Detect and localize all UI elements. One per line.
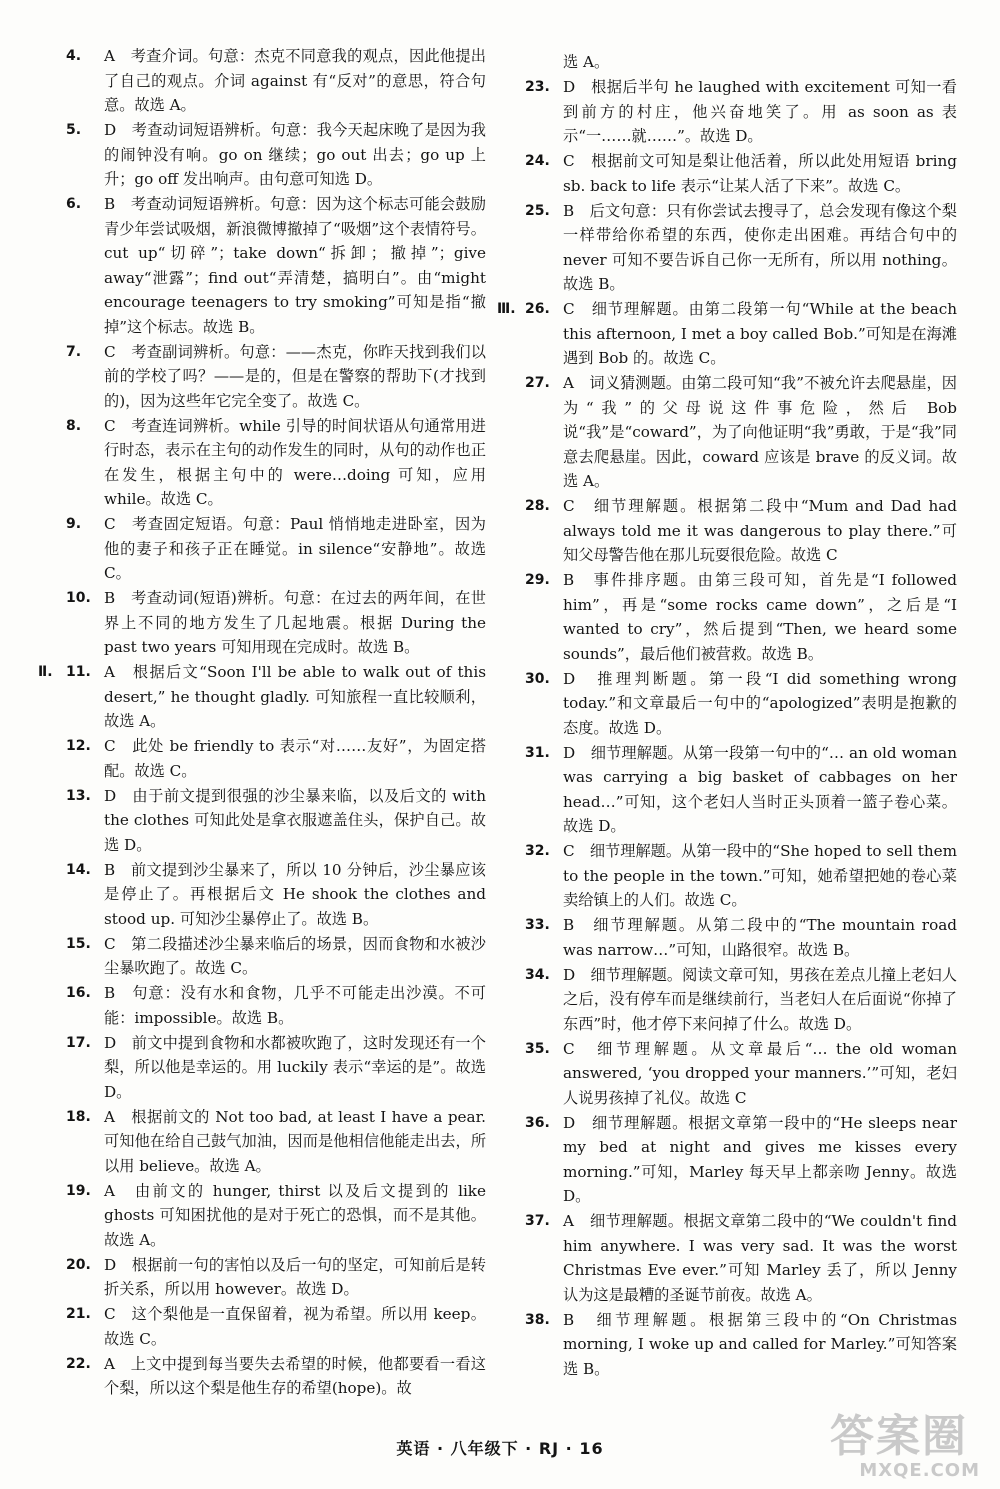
answer-explanation: C 细节理解题。从文章最后“… the old woman answered, ‘you dropped your manners.’”可知，老妇人说男孩掉了礼仪。故选 C: [563, 1039, 957, 1107]
answer-explanation: D 前文中提到食物和水都被吹跑了，这时发现还有一个梨，所以他是幸运的。用 luckily 表示“幸运的是”。故选 D。: [104, 1033, 486, 1101]
question-number: 7.: [66, 343, 82, 360]
answer-explanation: D 根据前一句的害怕以及后一句的坚定，可知前后是转折关系，所以用 however。故选 D。: [104, 1255, 486, 1298]
answer-item: [525, 963, 957, 1037]
answer-explanation: B 细节理解题。根据第三段中的“On Christmas morning, I woke up and called for Marley.”可知答案选 B。: [563, 1310, 957, 1378]
question-number: 14.: [66, 861, 91, 878]
question-number: 32.: [525, 843, 550, 859]
answer-item: [525, 371, 957, 494]
question-number: 38.: [525, 1311, 550, 1328]
answer-explanation: B 后文句意：只有你尝试去搜寻了，总会发现有像这个梨一样带给你希望的东西，使你走出困难。再结合句中的 never 可知不要告诉自己你一无所有，所以用 nothing。故选 B。: [563, 201, 957, 293]
question-number: 22.: [66, 1355, 91, 1372]
question-number: 35.: [525, 1040, 550, 1057]
answer-item: [66, 734, 486, 783]
answer-explanation: A 由前文的 hunger, thirst 以及后文提到的 like ghosts 可知困扰他的是对于死亡的恐惧，而不是其他。故选 A。: [104, 1181, 486, 1249]
answer-item: [525, 494, 957, 568]
answer-explanation: D 根据后半句 he laughed with excitement 可知一看到前方的村庄，他兴奋地笑了。用 as soon as 表示“一……就……”。故选 D。: [563, 78, 957, 145]
page-footer: 英语 · 八年级下 · RJ · 16: [396, 1439, 604, 1458]
answer-item: [66, 1352, 486, 1401]
question-number: 28.: [525, 498, 550, 514]
answer-item: [525, 50, 957, 75]
answer-column-left: [38, 44, 486, 1401]
answer-explanation: D 由于前文提到很强的沙尘暴来临，以及后文的 with the clothes 可知此处是拿衣服遮盖住头，保护自己。故选 D。: [104, 786, 486, 854]
answer-item: [525, 199, 957, 297]
answer-item: [525, 667, 957, 741]
answer-item: [66, 784, 486, 858]
question-number: 9.: [66, 516, 82, 532]
answer-explanation: A 词义猜测题。由第二段可知“我”不被允许去爬悬崖，因为“我”的父母说这件事危险，然后 Bob 说“我”是“coward”，为了向他证明“我”勇敢，于是“我”同意去爬悬崖。因此，coward 应该是 brave 的反义词。故选 A。: [563, 374, 957, 490]
answer-explanation: 选 A。: [563, 53, 610, 71]
answer-item: [66, 340, 486, 414]
answer-explanation: D 细节理解题。根据文章第一段中的“He sleeps near my bed at night and gives me kisses every morning.”可知，Marley 每天早上都亲吻 Jenny。故选 D。: [563, 1113, 957, 1205]
watermark-url: MXQE.COM: [859, 1460, 980, 1481]
section-marker: Ⅲ.: [497, 301, 516, 317]
question-number: 30.: [525, 670, 550, 687]
question-number: 31.: [525, 744, 550, 761]
question-number: 27.: [525, 375, 550, 391]
answer-column-right: [497, 50, 957, 1382]
answer-item: [525, 1209, 957, 1307]
answer-item: [66, 1253, 486, 1302]
answer-item: [525, 741, 957, 839]
answer-item: [66, 932, 486, 981]
question-number: 16.: [66, 985, 91, 1001]
answer-explanation: C 细节理解题。由第二段第一句“While at the beach this afternoon, I met a boy called Bob.”可知是在海滩遇到 Bob 的。故选 C。: [563, 300, 957, 367]
answer-item: [66, 1105, 486, 1179]
answer-item: [525, 1308, 957, 1382]
answer-explanation: C 细节理解题。根据第二段中“Mum and Dad had always told me it was dangerous to play there.”可知父母警告他在那儿玩耍很危险。故选 C: [563, 497, 957, 564]
answer-explanation: C 这个梨他是一直保留着，视为希望。所以用 keep。故选 C。: [104, 1305, 486, 1348]
answer-explanation: A 根据前文的 Not too bad, at least I have a pear. 可知他在给自己鼓气加油，因而是他相信他能走出去，所以用 believe。故选 A。: [104, 1107, 486, 1175]
question-number: 20.: [66, 1256, 91, 1273]
answer-explanation: A 考查介词。句意：杰克不同意我的观点，因此他提出了自己的观点。介词 against 有“反对”的意思，符合句意。故选 A。: [104, 47, 486, 114]
section-marker: Ⅱ.: [38, 664, 53, 680]
answer-item: [66, 981, 486, 1030]
answer-explanation: B 前文提到沙尘暴来了，所以 10 分钟后，沙尘暴应该是停止了。再根据后文 He shook the clothes and stood up. 可知沙尘暴停止了。故选 B。: [104, 860, 486, 928]
answer-item: [66, 1179, 486, 1253]
answer-explanation: C 根据前文可知是梨让他活着，所以此处用短语 bring sb. back to life 表示“让某人活了下来”。故选 C。: [563, 152, 957, 195]
answer-item: [525, 1037, 957, 1111]
question-number: 15.: [66, 935, 91, 952]
question-number: 37.: [525, 1213, 550, 1229]
question-number: 24.: [525, 153, 550, 169]
answer-item: [66, 586, 486, 660]
question-number: 25.: [525, 202, 550, 219]
question-number: 17.: [66, 1034, 91, 1051]
answer-item: [525, 149, 957, 198]
answer-explanation: A 上文中提到每当要失去希望的时候，他都要看一看这个梨，所以这个梨是他生存的希望(hope)。故: [104, 1354, 486, 1397]
watermark-main: 答案圈: [830, 1411, 968, 1462]
question-number: 10.: [66, 590, 91, 606]
question-number: 19.: [66, 1182, 91, 1199]
question-number: 23.: [525, 79, 550, 95]
answer-explanation: D 细节理解题。阅读文章可知，男孩在差点儿撞上老妇人之后，没有停车而是继续前行，当老妇人在后面说“你掉了东西”时，他才停下来问掉了什么。故选 D。: [563, 965, 957, 1033]
answer-explanation: C 此处 be friendly to 表示“对……友好”，为固定搭配。故选 C。: [104, 737, 486, 780]
answer-explanation: D 推理判断题。第一段“I did something wrong today.”和文章最后一句中的“apologized”表明是抱歉的态度。故选 D。: [563, 669, 957, 737]
answer-item: [66, 858, 486, 932]
question-number: 36.: [525, 1114, 550, 1131]
answer-item: [525, 913, 957, 962]
answer-item: [497, 297, 957, 371]
question-number: 33.: [525, 917, 550, 933]
answer-item: [525, 75, 957, 149]
answer-explanation: B 考查动词(短语)辨析。句意：在过去的两年间，在世界上不同的地方发生了几起地震。根据 During the past two years 可知用现在完成时。故选 B。: [104, 589, 486, 656]
answer-explanation: B 句意：没有水和食物，几乎不可能走出沙漠。不可能：impossible。故选 B。: [104, 984, 486, 1027]
answer-explanation: D 细节理解题。从第一段第一句中的“… an old woman was carrying a big basket of cabbages on her head…”可知，这个老妇人当时正头顶着一篮子卷心菜。故选 D。: [563, 743, 957, 835]
answer-item: [66, 512, 486, 586]
question-number: 34.: [525, 966, 550, 983]
answer-item: [38, 660, 486, 734]
answer-explanation: C 考查连词辨析。while 引导的时间状语从句通常用进行时态，表示在主句的动作发生的同时，从句的动作也正在发生，根据主句中的 were…doing 可知，应用 while。故选 C。: [104, 416, 486, 508]
question-number: 8.: [66, 417, 82, 434]
question-number: 29.: [525, 572, 550, 588]
answer-explanation: C 考查副词辨析。句意：——杰克，你昨天找到我们以前的学校了吗？——是的，但是在警察的帮助下(才找到的)，因为这些年它完全变了。故选 C。: [104, 342, 486, 410]
answer-explanation: A 细节理解题。根据文章第二段中的“We couldn't find him anywhere. I was very sad. It was the worst Christmas Eve ever.”可知 Marley 丢了，所以 Jenny 认为这是最糟的圣诞节前夜。故选 A。: [563, 1212, 957, 1304]
answer-item: [66, 1031, 486, 1105]
answer-item: [66, 118, 486, 192]
answer-item: [525, 568, 957, 666]
answer-item: [525, 839, 957, 913]
answer-explanation: C 考查固定短语。句意：Paul 悄悄地走进卧室，因为他的妻子和孩子正在睡觉。in silence“安静地”。故选 C。: [104, 515, 486, 582]
question-number: 5.: [66, 122, 82, 138]
question-number: 18.: [66, 1108, 91, 1125]
question-number: 4.: [66, 48, 82, 64]
answer-explanation: B 细节理解题。从第二段中的“The mountain road was narrow…”可知，山路很窄。故选 B。: [563, 916, 957, 959]
question-number: 11.: [66, 664, 91, 680]
answer-item: [525, 1111, 957, 1209]
question-number: 13.: [66, 787, 91, 804]
answer-explanation: C 细节理解题。从第一段中的“She hoped to sell them to the people in the town.”可知，她希望把她的卷心菜卖给镇上的人们。故选 C。: [563, 842, 957, 909]
question-number: 21.: [66, 1306, 91, 1322]
question-number: 12.: [66, 738, 91, 754]
answer-item: [66, 414, 486, 512]
answer-item: [66, 1302, 486, 1351]
answer-explanation: B 考查动词短语辨析。句意：因为这个标志可能会鼓励青少年尝试吸烟，新浪微博撤掉了“吸烟”这个表情符号。cut up“切碎”；take down“拆卸；撤掉”；give away“泄露”；find out“弄清楚，搞明白”。由“might encourage teenagers to try smoking”可知是指“撤掉”这个标志。故选 B。: [104, 195, 486, 336]
answer-explanation: A 根据后文“Soon I'll be able to walk out of this desert,” he thought gladly. 可知旅程一直比较顺利，故选 A。: [104, 663, 486, 730]
answer-item: [66, 44, 486, 118]
answer-explanation: B 事件排序题。由第三段可知，首先是“I followed him”，再是“some rocks came down”，之后是“I wanted to cry”，然后提到“Then, we heard some sounds”，最后他们被营救。故选 B。: [563, 571, 957, 663]
watermark-logo: [830, 1400, 980, 1485]
answer-explanation: C 第二段描述沙尘暴来临后的场景，因而食物和水被沙尘暴吹跑了。故选 C。: [104, 934, 486, 977]
question-number: 6.: [66, 196, 82, 212]
answer-explanation: D 考查动词短语辨析。句意：我今天起床晚了是因为我的闹钟没有响。go on 继续；go out 出去；go up 上升；go off 发出响声。由句意可知选 D。: [104, 121, 486, 188]
question-number: 26.: [525, 301, 550, 317]
answer-item: [66, 192, 486, 339]
